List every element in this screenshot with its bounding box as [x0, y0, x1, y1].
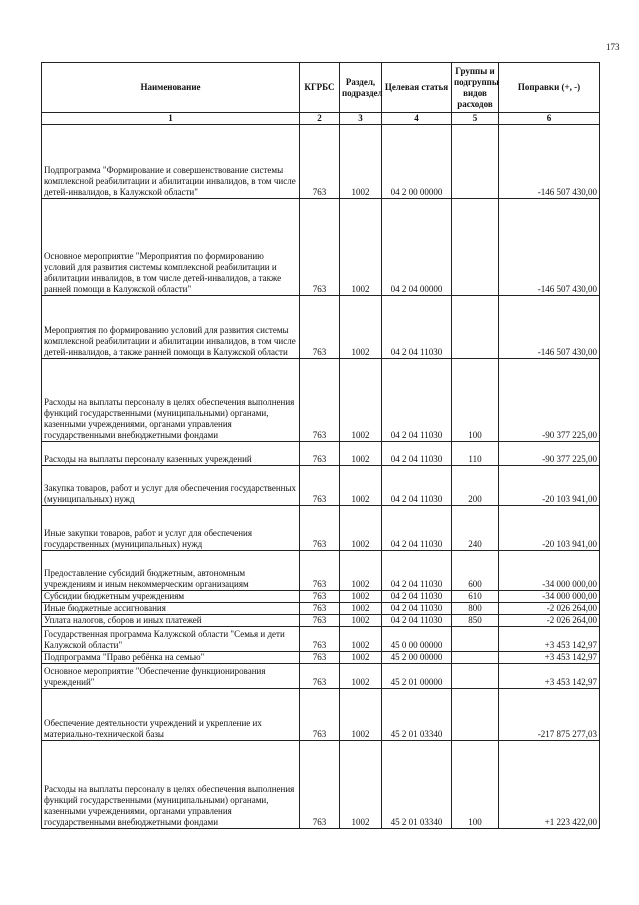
row-kgrbs-cell: 763	[300, 627, 340, 652]
row-kgrbs-cell: 763	[300, 296, 340, 359]
column-number: 1	[42, 113, 300, 125]
table-row	[42, 296, 600, 359]
row-section-cell: 1002	[340, 125, 382, 199]
table-row	[42, 359, 600, 442]
row-kgrbs-cell: 763	[300, 591, 340, 603]
row-name-cell: Подпрограмма "Формирование и совершенствование системы комплексной реабилитации и абилитации инвалидов, в том числе детей-инвалидов, в Калужской области"	[42, 125, 300, 199]
column-number: 4	[382, 113, 452, 125]
row-group-cell: 600	[452, 551, 499, 591]
row-kgrbs-cell: 763	[300, 689, 340, 741]
row-kgrbs-cell: 763	[300, 551, 340, 591]
row-kgrbs-cell: 763	[300, 442, 340, 466]
row-group-cell: 850	[452, 615, 499, 627]
table-row	[42, 603, 600, 615]
table-row	[42, 591, 600, 603]
row-amount-cell: -90 377 225,00	[499, 442, 600, 466]
table-row	[42, 466, 600, 506]
row-section-cell: 1002	[340, 689, 382, 741]
table-row	[42, 551, 600, 591]
column-number-row	[42, 113, 600, 125]
row-group-cell: 800	[452, 603, 499, 615]
row-kgrbs-cell: 763	[300, 199, 340, 296]
row-target-cell: 04 2 00 00000	[382, 125, 452, 199]
table-row	[42, 664, 600, 689]
row-group-cell	[452, 296, 499, 359]
table-row	[42, 627, 600, 652]
row-group-cell: 100	[452, 359, 499, 442]
row-section-cell: 1002	[340, 603, 382, 615]
row-target-cell: 45 2 00 00000	[382, 652, 452, 664]
row-amount-cell: -34 000 000,00	[499, 551, 600, 591]
row-amount-cell: -34 000 000,00	[499, 591, 600, 603]
row-group-cell: 610	[452, 591, 499, 603]
header-groups: Группы и подгруппы видов расходов	[452, 63, 499, 113]
column-number: 2	[300, 113, 340, 125]
row-name-cell: Подпрограмма "Право ребёнка на семью"	[42, 652, 300, 664]
row-target-cell: 04 2 04 11030	[382, 615, 452, 627]
row-group-cell	[452, 664, 499, 689]
row-group-cell	[452, 627, 499, 652]
row-target-cell: 04 2 04 11030	[382, 591, 452, 603]
row-target-cell: 04 2 04 11030	[382, 603, 452, 615]
row-kgrbs-cell: 763	[300, 506, 340, 551]
row-name-cell: Иные бюджетные ассигнования	[42, 603, 300, 615]
column-number: 6	[499, 113, 600, 125]
column-number: 3	[340, 113, 382, 125]
row-amount-cell: +3 453 142,97	[499, 664, 600, 689]
row-section-cell: 1002	[340, 466, 382, 506]
row-group-cell: 200	[452, 466, 499, 506]
row-section-cell: 1002	[340, 741, 382, 829]
row-group-cell	[452, 125, 499, 199]
row-kgrbs-cell: 763	[300, 125, 340, 199]
row-target-cell: 04 2 04 11030	[382, 442, 452, 466]
row-target-cell: 04 2 04 00000	[382, 199, 452, 296]
row-name-cell: Мероприятия по формированию условий для развития системы комплексной реабилитации и абилитации инвалидов, в том числе детей-инвалидов, а также ранней помощи в Калужской области	[42, 296, 300, 359]
page-number: 173	[606, 42, 620, 52]
row-kgrbs-cell: 763	[300, 615, 340, 627]
row-name-cell: Расходы на выплаты персоналу в целях обеспечения выполнения функций государственными (муниципальными) органами, казенными учреждениями, органами управления государственными внебюджетными фондами	[42, 359, 300, 442]
row-section-cell: 1002	[340, 615, 382, 627]
row-section-cell: 1002	[340, 442, 382, 466]
row-section-cell: 1002	[340, 359, 382, 442]
row-amount-cell: +1 223 422,00	[499, 741, 600, 829]
row-kgrbs-cell: 763	[300, 664, 340, 689]
row-amount-cell: -20 103 941,00	[499, 466, 600, 506]
row-target-cell: 45 2 01 00000	[382, 664, 452, 689]
row-section-cell: 1002	[340, 652, 382, 664]
row-name-cell: Иные закупки товаров, работ и услуг для обеспечения государственных (муниципальных) нужд	[42, 506, 300, 551]
table-row	[42, 741, 600, 829]
row-name-cell: Расходы на выплаты персоналу в целях обеспечения выполнения функций государственными (муниципальными) органами, казенными учреждениями, органами управления государственными внебюджетными фондами	[42, 741, 300, 829]
header-section: Раздел, подраздел	[340, 63, 382, 113]
row-kgrbs-cell: 763	[300, 466, 340, 506]
row-name-cell: Государственная программа Калужской области "Семья и дети Калужской области"	[42, 627, 300, 652]
table-row	[42, 615, 600, 627]
row-kgrbs-cell: 763	[300, 603, 340, 615]
row-amount-cell: -146 507 430,00	[499, 125, 600, 199]
row-name-cell: Субсидии бюджетным учреждениям	[42, 591, 300, 603]
row-amount-cell: -90 377 225,00	[499, 359, 600, 442]
row-name-cell: Предоставление субсидий бюджетным, автономным учреждениям и иным некоммерческим организациям	[42, 551, 300, 591]
row-target-cell: 04 2 04 11030	[382, 506, 452, 551]
row-kgrbs-cell: 763	[300, 359, 340, 442]
row-group-cell	[452, 652, 499, 664]
row-amount-cell: -20 103 941,00	[499, 506, 600, 551]
row-kgrbs-cell: 763	[300, 652, 340, 664]
header-amendments: Поправки (+, -)	[499, 63, 600, 113]
row-target-cell: 04 2 04 11030	[382, 466, 452, 506]
row-name-cell: Расходы на выплаты персоналу казенных учреждений	[42, 442, 300, 466]
table-row	[42, 442, 600, 466]
table-row	[42, 506, 600, 551]
row-group-cell	[452, 689, 499, 741]
row-amount-cell: +3 453 142,97	[499, 652, 600, 664]
row-group-cell: 110	[452, 442, 499, 466]
budget-table	[41, 62, 600, 829]
table-row	[42, 199, 600, 296]
row-name-cell: Основное мероприятие "Мероприятия по формированию условий для развития системы комплексной реабилитации и абилитации инвалидов, в том числе детей-инвалидов, а также ранней помощи в Калужской области"	[42, 199, 300, 296]
row-target-cell: 04 2 04 11030	[382, 551, 452, 591]
table-row	[42, 689, 600, 741]
row-name-cell: Закупка товаров, работ и услуг для обеспечения государственных (муниципальных) нужд	[42, 466, 300, 506]
header-name: Наименование	[42, 63, 300, 113]
row-amount-cell: -217 875 277,03	[499, 689, 600, 741]
row-group-cell	[452, 199, 499, 296]
row-name-cell: Обеспечение деятельности учреждений и укрепление их материально-технической базы	[42, 689, 300, 741]
row-amount-cell: -2 026 264,00	[499, 615, 600, 627]
row-target-cell: 04 2 04 11030	[382, 359, 452, 442]
row-name-cell: Уплата налогов, сборов и иных платежей	[42, 615, 300, 627]
row-section-cell: 1002	[340, 591, 382, 603]
row-amount-cell: -2 026 264,00	[499, 603, 600, 615]
column-number: 5	[452, 113, 499, 125]
table-row	[42, 125, 600, 199]
row-section-cell: 1002	[340, 296, 382, 359]
row-group-cell: 240	[452, 506, 499, 551]
row-amount-cell: +3 453 142,97	[499, 627, 600, 652]
row-target-cell: 45 0 00 00000	[382, 627, 452, 652]
row-kgrbs-cell: 763	[300, 741, 340, 829]
row-name-cell: Основное мероприятие "Обеспечение функционирования учреждений"	[42, 664, 300, 689]
row-section-cell: 1002	[340, 199, 382, 296]
row-target-cell: 04 2 04 11030	[382, 296, 452, 359]
row-section-cell: 1002	[340, 551, 382, 591]
row-section-cell: 1002	[340, 664, 382, 689]
table-row	[42, 652, 600, 664]
row-group-cell: 100	[452, 741, 499, 829]
row-amount-cell: -146 507 430,00	[499, 199, 600, 296]
row-section-cell: 1002	[340, 506, 382, 551]
header-kgrbs: КГРБС	[300, 63, 340, 113]
row-section-cell: 1002	[340, 627, 382, 652]
row-target-cell: 45 2 01 03340	[382, 741, 452, 829]
row-target-cell: 45 2 01 03340	[382, 689, 452, 741]
row-amount-cell: -146 507 430,00	[499, 296, 600, 359]
header-target: Целевая статья	[382, 63, 452, 113]
